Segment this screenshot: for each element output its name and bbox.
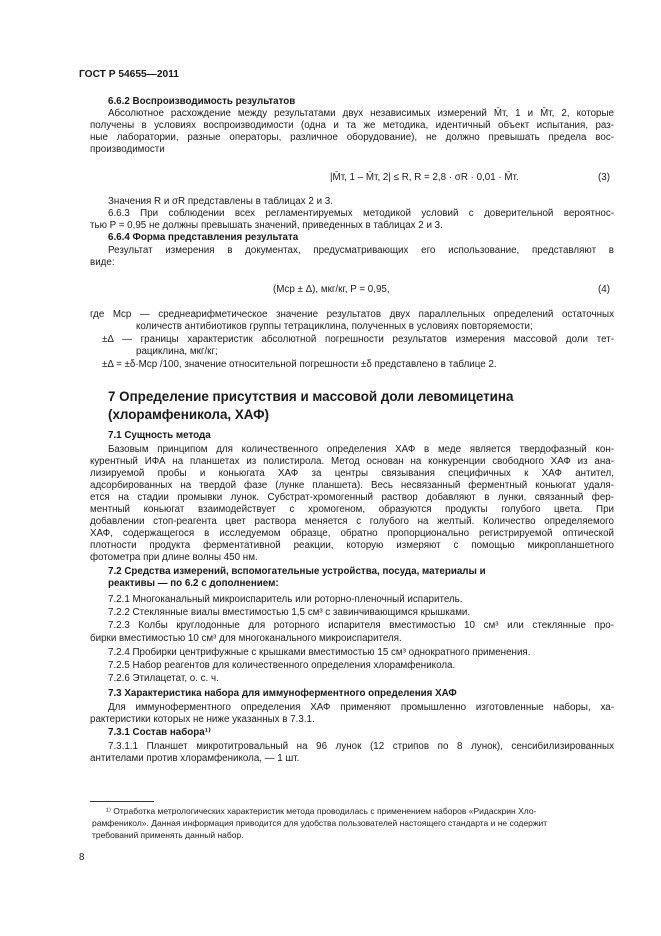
text-line: 7.2.1 Многоканальный микроиспаритель или роторно-пленочный испаритель. (108, 594, 463, 605)
footnote-line: ¹⁾ Отработка метрологических характеристик метода проводилась с применением наборов «Ридаскрин Хло- (106, 806, 537, 816)
text-line: Абсолютное расхождение между результатами двух независимых измерений M̄т, 1 и M̄т, 2, которые (108, 108, 614, 119)
text-line: ментный коньюгат взаимодействует с хромогеном, образуются продукты голубого цвета. При (90, 504, 614, 515)
text-line: виде: (90, 257, 115, 268)
equation-3-number: (3) (598, 172, 610, 183)
section-7-heading-line-1: 7 Определение присутствия и массовой доли левомицетина (108, 389, 514, 404)
text-line: ные лаборатории, разные операторы, различное оборудование), не должно превышать предела вос- (90, 132, 614, 143)
text-line: Для иммуноферментного определения ХАФ применяют промышленно изготовленные наборы, ха- (108, 702, 614, 713)
equation-3: |M̄т, 1 – M̄т, 2| ≤ R, R = 2,8 · σR · 0,01 · M̄т. (330, 172, 519, 183)
text-line: получены в условиях воспроизводимости (одна и та же методика, идентичный объект испытания, раз- (90, 120, 614, 131)
section-heading: 6.6.2 Воспроизводимость результатов (108, 96, 296, 107)
page-number: 8 (79, 852, 85, 863)
text-line: фотометра при длине волны 450 нм. (90, 552, 258, 563)
text-line: курентный ИФА на планшетах из полистирола. Метод основан на конкуренции свободного ХАФ из ана- (90, 456, 614, 467)
section-heading: 7.1 Сущность метода (108, 430, 211, 441)
text-line: ±Δ = ±δ·Mср /100, значение относительной погрешности ±δ представлено в таблице 2. (102, 359, 497, 370)
text-line: 7.3.1.1 Планшет микротитровальный на 96 лунок (12 стрипов по 8 лунок), сенсибилизированных (108, 741, 614, 752)
document-header: ГОСТ Р 54655—2011 (79, 69, 179, 80)
section-heading: 6.6.4 Форма представления результата (108, 232, 299, 243)
section-heading: 7.3 Характеристика набора для иммуноферментного определения ХАФ (108, 688, 457, 699)
text-line: Базовым принципом для количественного определения ХАФ в меде является твердофазный кон- (108, 444, 614, 455)
text-line: где Mср — среднеарифметическое значение результатов двух параллельных определений остаточных (90, 309, 614, 320)
text-line: количеств антибиотиков группы тетрациклина, полученных в условиях повторяемости; (136, 321, 533, 332)
text-line: 7.2.2 Стеклянные виалы вместимостью 1,5 см³ с завинчивающимся крышками. (108, 607, 471, 618)
text-line: ±Δ — границы характеристик абсолютной погрешности результатов измерения массовой доли тет- (102, 334, 614, 345)
footnote-line: рамфеникол». Данная информация приводится для удобства пользователей настоящего стандарта и не содержит (92, 818, 548, 828)
equation-4-number: (4) (598, 284, 610, 295)
text-line: 6.6.3 При соблюдении всех регламентируемых методикой условий с доверительной вероятнос- (108, 208, 614, 219)
text-line: 7.2.6 Этилацетат, о. с. ч. (108, 673, 219, 684)
text-line: антителами против хлорамфеникола, — 1 шт. (90, 753, 300, 764)
text-line: 7.2.4 Пробирки центрифужные с крышками вместимостью 15 см³ однократного применения. (108, 647, 531, 658)
text-line: ется на стадии промывки лунок. Субстрат-хромогенный раствор добавляют в лунки, связанный фер- (90, 492, 614, 503)
section-heading: 7.3.1 Состав набора¹⁾ (108, 727, 211, 738)
text-line: рациклина, мкг/кг; (136, 346, 218, 357)
text-line: плотности продукта ферментативной реакции, которую измеряют с помощью микропланшетного (90, 540, 614, 551)
text-line: бирки вместимостью 10 см³ для многоканального микроиспарителя. (90, 633, 402, 644)
text-line: производимости (90, 144, 165, 155)
text-line: рактеристики которых не ниже указанных в 7.3.1. (90, 714, 315, 725)
equation-4: (Mср ± Δ), мкг/кг, P = 0,95, (273, 284, 390, 295)
section-heading: 7.2 Средства измерений, вспомогательные устройства, посуда, материалы и (108, 566, 486, 577)
text-line: 7.2.5 Набор реагентов для количественного определения хлорамфеникола. (108, 660, 456, 671)
text-line: адсорбированных на твердой фазе (лунке планшета). Весь несвязанный ферментный коньюгат удаля- (90, 480, 614, 491)
text-line: тью P = 0,95 не должны превышать значений, приведенных в таблицах 2 и 3. (90, 220, 443, 231)
text-line: Значения R и σR представлены в таблицах 2 и 3. (108, 196, 333, 207)
text-line: добавлении стоп-реагента цвет раствора меняется с голубого на желтый. Количество определяемого (90, 516, 614, 527)
footnote-line: требований применять данный набор. (92, 830, 244, 840)
section-7-heading-line-2: (хлорамфеникола, ХАФ) (108, 407, 270, 422)
text-line: Результат измерения в документах, предусматривающих его использование, представляют в (108, 245, 614, 256)
text-line: 7.2.3 Колбы круглодонные для роторного испарителя вместимостью 10 см³ или стеклянные про- (108, 620, 614, 631)
section-heading: реактивы — по 6.2 с дополнением: (108, 578, 279, 589)
footnote-divider (90, 801, 154, 802)
text-line: лизируемой пробы и коньюгата ХАФ за центры связывания специфичных к ХАФ антител, (90, 468, 614, 479)
text-line: ХАФ, содержащегося в исследуемом образце, обратно пропорционально регистрируемой оптической (90, 528, 614, 539)
